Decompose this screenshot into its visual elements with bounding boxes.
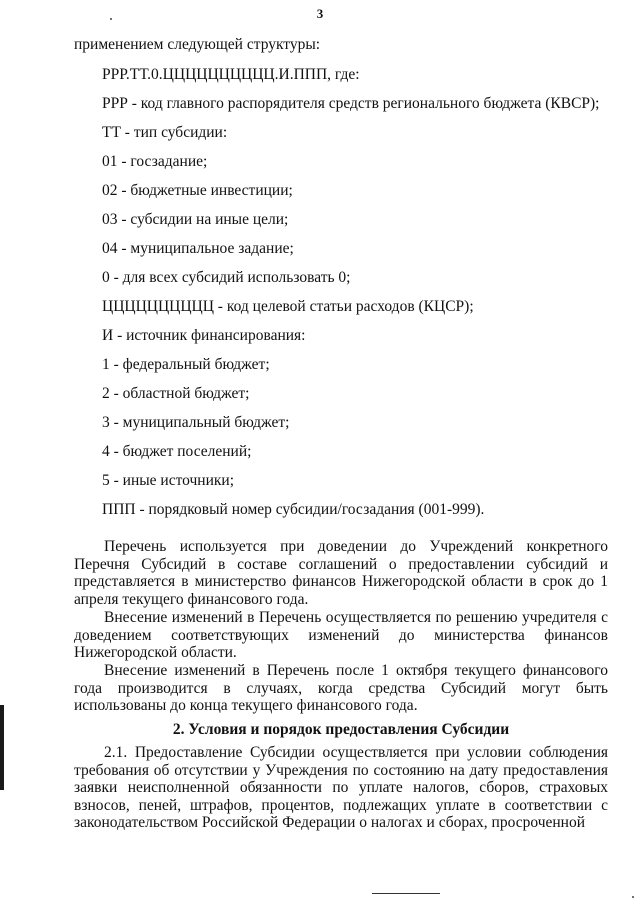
list-item: ЦЦЦЦЦЦЦЦЦЦ - код целевой статьи расходов (КЦСР);	[102, 298, 474, 315]
page-number: 3	[316, 6, 324, 21]
list-item: 04 - муниципальное задание;	[102, 240, 294, 257]
list-item: 01 - госзадание;	[102, 153, 208, 170]
scan-edge-mark	[0, 705, 4, 790]
list-item: ППП - порядковый номер субсидии/госзадания (001-999).	[102, 501, 485, 518]
list-item: ТТ - тип субсидии:	[102, 124, 228, 141]
list-item: И - источник финансирования:	[102, 327, 306, 344]
list-item: РРР - код главного распорядителя средств регионального бюджета (КВСР);	[102, 95, 600, 112]
footer-rule	[372, 893, 440, 894]
section-heading: 2. Условия и порядок предоставления Субсидии	[172, 721, 510, 738]
scan-speck	[632, 896, 634, 898]
paragraph: Внесение изменений в Перечень после 1 октября текущего финансового года производится в случаях, когда средства Субсидий могут быть использованы до конца текущего финансового года.	[74, 662, 608, 714]
list-item: 3 - муниципальный бюджет;	[102, 414, 290, 431]
scan-speck	[110, 18, 112, 20]
list-item: 02 - бюджетные инвестиции;	[102, 182, 293, 199]
paragraph: Перечень используется при доведении до Учреждений конкретного Перечня Субсидий в составе соглашений о предоставлении субсидий и представляется в министерство финансов Нижегородской области в срок до 1 апреля текущего финансового года.	[74, 538, 608, 608]
list-item: 0 - для всех субсидий использовать 0;	[102, 269, 351, 286]
list-item: 1 - федеральный бюджет;	[102, 356, 270, 373]
section-paragraph: 2.1. Предоставление Субсидии осуществляется при условии соблюдения требования об отсутствии у Учреждения по состоянию на дату предоставления заявки неисполненной обязанности по уплате налогов, сборов, страховых взносов, пеней, штрафов, процентов, подлежащих уплате в соответствии с законодательством Российской Федерации о налогах и сборах, просроченной	[74, 744, 608, 831]
list-item: 2 - областной бюджет;	[102, 385, 250, 402]
list-item: 4 - бюджет поселений;	[102, 443, 252, 460]
list-item: 5 - иные источники;	[102, 472, 235, 489]
structure-code: РРР.ТТ.0.ЦЦЦЦЦЦЦЦЦЦ.И.ППП, где:	[102, 66, 360, 83]
paragraph: Внесение изменений в Перечень осуществляется по решению учредителя с доведением соответствующих изменений до министерства финансов Нижегородской области.	[74, 609, 608, 661]
text-line: применением следующей структуры:	[74, 36, 321, 53]
list-item: 03 - субсидии на иные цели;	[102, 211, 289, 228]
